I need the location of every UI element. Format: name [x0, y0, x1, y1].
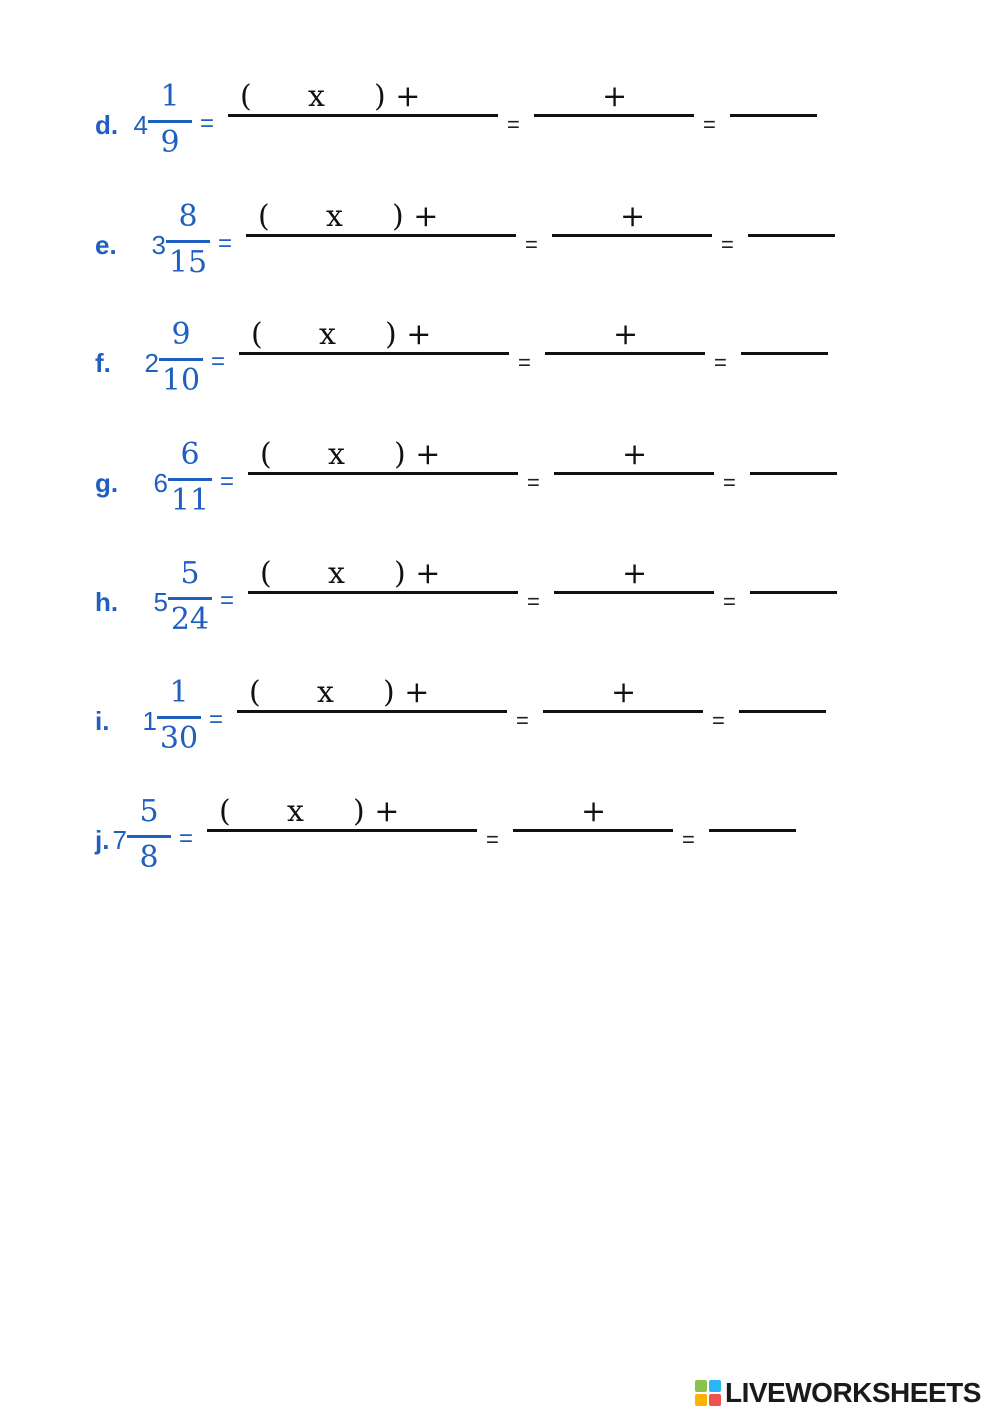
fraction-numerator: 5: [139, 794, 159, 829]
problem-label: [95, 110, 148, 141]
fraction-denominator: 15: [168, 245, 208, 280]
fraction-denominator: 24: [170, 602, 210, 637]
problem-label: [95, 587, 168, 618]
problem-row: [0, 438, 1000, 538]
open-paren: (: [260, 556, 272, 591]
times-symbol: x: [328, 437, 345, 472]
fraction-denominator: 8: [139, 840, 159, 875]
fraction-numerator: 5: [180, 556, 200, 591]
answer-blank-1[interactable]: [207, 829, 477, 832]
equals-sign: =: [527, 589, 540, 614]
logo-square-yellow: [695, 1394, 707, 1406]
open-paren: (: [249, 675, 261, 710]
close-paren-plus: ) +: [383, 675, 430, 710]
fraction-numerator: 6: [180, 437, 200, 472]
fraction-bar: [148, 120, 192, 123]
equals-sign: =: [179, 825, 194, 852]
logo-square-red: [709, 1394, 721, 1406]
answer-blank-1[interactable]: [248, 472, 518, 475]
answer-blank-2[interactable]: [552, 234, 712, 237]
answer-blank-3[interactable]: [739, 710, 826, 713]
problem-row: [0, 795, 1000, 895]
answer-blank-3[interactable]: [730, 114, 817, 117]
answer-blank-2[interactable]: [513, 829, 673, 832]
fraction-denominator: 10: [161, 363, 201, 398]
answer-blank-3[interactable]: [709, 829, 796, 832]
plus-sign: +: [602, 79, 628, 114]
problem-label: [95, 825, 127, 856]
problem-letter: e.: [95, 230, 117, 260]
fraction-bar: [127, 835, 171, 838]
equals-sign: =: [507, 112, 520, 137]
answer-blank-2[interactable]: [554, 472, 714, 475]
fraction-numerator: 8: [178, 199, 198, 234]
times-symbol: x: [319, 317, 336, 352]
equals-sign: =: [721, 232, 734, 257]
answer-blank-2[interactable]: [545, 352, 705, 355]
answer-blank-1[interactable]: [239, 352, 509, 355]
answer-blank-3[interactable]: [750, 591, 837, 594]
close-paren-plus: ) +: [392, 199, 439, 234]
equals-sign: =: [211, 348, 226, 375]
answer-blank-1[interactable]: [237, 710, 507, 713]
answer-blank-3[interactable]: [748, 234, 835, 237]
plus-sign: +: [622, 556, 648, 591]
close-paren-plus: ) +: [385, 317, 432, 352]
logo-square-blue: [709, 1380, 721, 1392]
mixed-number-whole: 4: [133, 110, 148, 140]
plus-sign: +: [611, 675, 637, 710]
problem-label: [95, 230, 166, 261]
answer-blank-2[interactable]: [534, 114, 694, 117]
answer-blank-1[interactable]: [228, 114, 498, 117]
mixed-number-whole: 5: [153, 587, 168, 617]
times-symbol: x: [328, 556, 345, 591]
problem-letter: j.: [95, 825, 110, 855]
equals-sign: =: [518, 350, 531, 375]
open-paren: (: [251, 317, 263, 352]
close-paren-plus: ) +: [353, 794, 400, 829]
equals-sign: =: [220, 468, 235, 495]
mixed-number-whole: 1: [142, 706, 157, 736]
problem-row: [0, 318, 1000, 418]
fraction-numerator: 1: [160, 79, 180, 114]
equals-sign: =: [486, 827, 499, 852]
open-paren: (: [260, 437, 272, 472]
open-paren: (: [258, 199, 270, 234]
equals-sign: =: [723, 589, 736, 614]
fraction-denominator: 11: [170, 483, 210, 518]
logo-text: LIVEWORKSHEETS: [725, 1377, 981, 1408]
equals-sign: =: [516, 708, 529, 733]
equals-sign: =: [527, 470, 540, 495]
logo-square-green: [695, 1380, 707, 1392]
answer-blank-2[interactable]: [554, 591, 714, 594]
times-symbol: x: [326, 199, 343, 234]
problem-letter: h.: [95, 587, 119, 617]
problem-letter: g.: [95, 468, 119, 498]
problem-letter: f.: [95, 348, 111, 378]
mixed-number-whole: 2: [144, 348, 159, 378]
fraction-bar: [159, 358, 203, 361]
answer-blank-1[interactable]: [246, 234, 516, 237]
equals-sign: =: [723, 470, 736, 495]
fraction-bar: [157, 716, 201, 719]
fraction-numerator: 9: [171, 317, 191, 352]
close-paren-plus: ) +: [394, 437, 441, 472]
problem-row: [0, 200, 1000, 300]
answer-blank-3[interactable]: [741, 352, 828, 355]
equals-sign: =: [682, 827, 695, 852]
close-paren-plus: ) +: [374, 79, 421, 114]
problem-row: [0, 557, 1000, 657]
equals-sign: =: [218, 230, 233, 257]
answer-blank-3[interactable]: [750, 472, 837, 475]
open-paren: (: [240, 79, 252, 114]
equals-sign: =: [209, 706, 224, 733]
times-symbol: x: [287, 794, 304, 829]
plus-sign: +: [581, 794, 607, 829]
plus-sign: +: [622, 437, 648, 472]
equals-sign: =: [703, 112, 716, 137]
mixed-number-whole: 6: [153, 468, 168, 498]
problem-letter: i.: [95, 706, 110, 736]
problem-label: [95, 706, 157, 737]
fraction-denominator: 9: [160, 125, 180, 160]
close-paren-plus: ) +: [394, 556, 441, 591]
problem-row: [0, 80, 1000, 180]
problem-label: [95, 348, 159, 379]
times-symbol: x: [308, 79, 325, 114]
liveworksheets-logo: [695, 1375, 981, 1411]
problem-label: [95, 468, 168, 499]
fraction-denominator: 30: [159, 721, 199, 756]
fraction-numerator: 1: [169, 675, 189, 710]
liveworksheets-logo-icon: [695, 1380, 721, 1406]
plus-sign: +: [613, 317, 639, 352]
problem-letter: d.: [95, 110, 119, 140]
open-paren: (: [219, 794, 231, 829]
fraction-bar: [168, 478, 212, 481]
equals-sign: =: [200, 110, 215, 137]
equals-sign: =: [712, 708, 725, 733]
mixed-number-whole: 3: [151, 230, 166, 260]
fraction-bar: [166, 240, 210, 243]
answer-blank-2[interactable]: [543, 710, 703, 713]
equals-sign: =: [714, 350, 727, 375]
equals-sign: =: [220, 587, 235, 614]
equals-sign: =: [525, 232, 538, 257]
fraction-bar: [168, 597, 212, 600]
times-symbol: x: [317, 675, 334, 710]
plus-sign: +: [620, 199, 646, 234]
mixed-number-whole: 7: [112, 825, 127, 855]
answer-blank-1[interactable]: [248, 591, 518, 594]
problem-row: [0, 676, 1000, 776]
